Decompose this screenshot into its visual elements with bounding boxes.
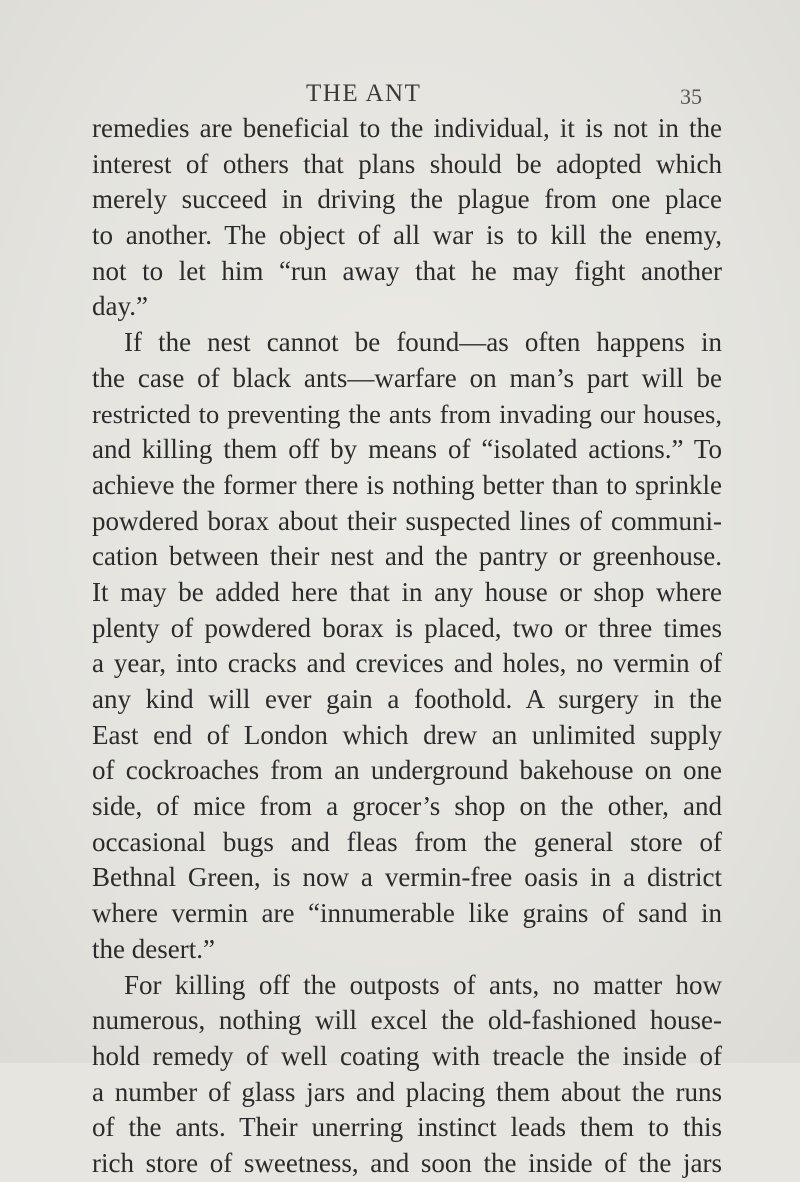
text-line: day.”: [92, 291, 148, 322]
text-line: to another. The object of all war is to kill the enemy,: [92, 220, 722, 251]
text-line: where vermin are “innumerable like grains of sand in: [92, 898, 722, 929]
text-line: not to let him “run away that he may fight another: [92, 255, 722, 286]
page-number: 35: [680, 84, 702, 109]
text-line: of cockroaches from an underground bakehouse on one: [92, 755, 722, 786]
running-head: [0, 80, 800, 110]
text-line: restricted to preventing the ants from invading our houses,: [92, 398, 722, 429]
running-head-title: THE ANT: [306, 80, 422, 107]
text-line: of the ants. Their unerring instinct leads them to this: [92, 1112, 722, 1143]
text-line: East end of London which drew an unlimited supply: [92, 719, 722, 750]
body-text: [92, 111, 722, 1182]
text-line: interest of others that plans should be adopted which: [92, 148, 722, 179]
text-line: and killing them off by means of “isolated actions.” To: [92, 434, 722, 465]
text-line: occasional bugs and fleas from the general store of: [92, 826, 722, 857]
text-line: powdered borax about their suspected lines of communi-: [92, 505, 722, 536]
text-line: If the nest cannot be found—as often happens in: [124, 327, 722, 358]
text-line: merely succeed in driving the plague from one place: [92, 184, 722, 215]
text-line: It may be added here that in any house or shop where: [92, 576, 722, 607]
text-line: hold remedy of well coating with treacle the inside of: [92, 1040, 722, 1071]
text-line: the desert.”: [92, 933, 215, 964]
text-line: side, of mice from a grocer’s shop on the other, and: [92, 791, 722, 822]
text-line: a year, into cracks and crevices and holes, no vermin of: [92, 648, 722, 679]
text-line: a number of glass jars and placing them about the runs: [92, 1076, 722, 1107]
text-line: Bethnal Green, is now a vermin-free oasis in a district: [92, 862, 722, 893]
text-line: numerous, nothing will excel the old-fashioned house-: [92, 1005, 722, 1036]
text-line: plenty of powdered borax is placed, two or three times: [92, 612, 722, 643]
text-line: achieve the former there is nothing better than to sprinkle: [92, 469, 722, 500]
text-line: remedies are beneficial to the individual, it is not in the: [92, 113, 722, 143]
text-line: the case of black ants—warfare on man’s part will be: [92, 362, 722, 393]
text-line: For killing off the outposts of ants, no matter how: [124, 969, 722, 1000]
text-line: rich store of sweetness, and soon the inside of the jars: [92, 1147, 722, 1178]
text-line: any kind will ever gain a foothold. A surgery in the: [92, 684, 722, 714]
text-line: cation between their nest and the pantry or greenhouse.: [92, 541, 722, 572]
